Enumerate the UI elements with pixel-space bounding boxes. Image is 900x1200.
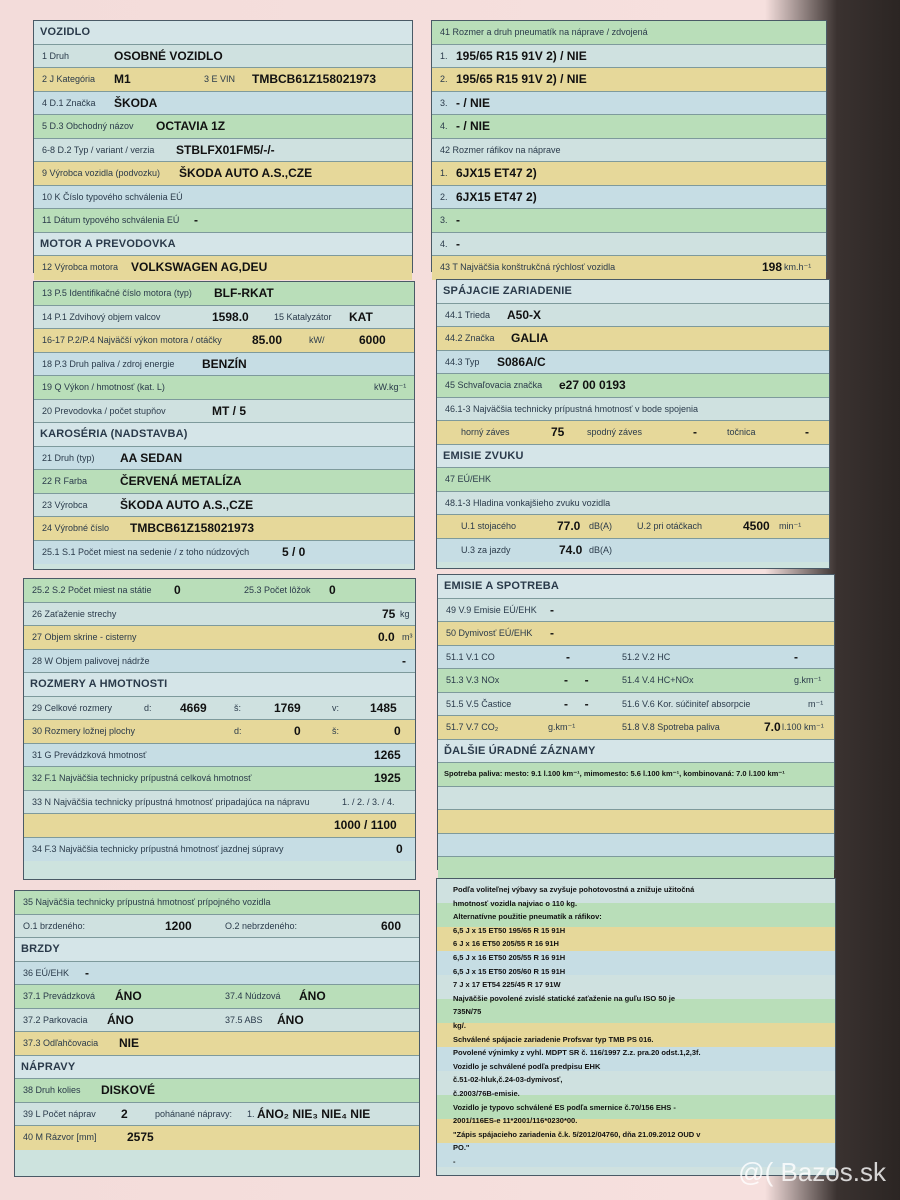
row-brzdy-eu: 36 EÚ/EHK - [15, 962, 419, 986]
row-pneu-1: 1. 195/65 R15 91V 2) / NIE [432, 45, 826, 69]
row-palivo: 18 P.3 Druh paliva / zdroj energie BENZÍN [34, 353, 414, 377]
note-line: 6 J x 16 ET50 205/55 R 16 91H [453, 939, 559, 949]
section-header: ROZMERY A HMOTNOSTI [24, 673, 415, 697]
row-zvuk-eu: 47 EÚ/EHK [437, 468, 829, 492]
row-lozna-plocha: 30 Rozmery ložnej plochy d: 0 š: 0 [24, 720, 415, 744]
motor-section [33, 281, 415, 570]
note-line: Vozidlo je typovo schválené ES podľa smernice č.70/156 EHS - [453, 1102, 676, 1112]
row-miesta-statie: 25.2 S.2 Počet miest na státie 0 25.3 Počet lôžok 0 [24, 579, 415, 603]
row-co2-spotreba: 51.7 V.7 CO₂ g.km⁻¹ 51.8 V.8 Spotreba paliva 7.0 l.100 km⁻¹ [438, 716, 834, 740]
watermark: @( Bazos.sk [738, 1157, 886, 1187]
row-prevadzkova: 37.1 Prevádzková ÁNO 37.4 Núdzová ÁNO [15, 985, 419, 1009]
note-line: Schválené spájacie zariadenie Profsvar typ TMB PS 016. [453, 1034, 654, 1044]
row-rafik-2: 2. 6JX15 ET47 2) [432, 186, 826, 210]
row-brzdene: O.1 brzdeného: 1200 O.2 nebrzdeného: 600 [15, 915, 419, 939]
row-emisie-eu: 49 V.9 Emisie EÚ/EHK - [438, 599, 834, 623]
row-pocet-miest: 25.1 S.1 Počet miest na sedenie / z toho núdzových 5 / 0 [34, 541, 414, 565]
row-rafiky-header: 42 Rozmer ráfikov na náprave [432, 139, 826, 163]
row-pneu-3: 3. - / NIE [432, 92, 826, 116]
row-kategoria: 2 J Kategória M1 3 E VIN TMBCB61Z158021973 [34, 68, 412, 92]
row-datum-schvalenia: 11 Dátum typového schválenia EÚ - [34, 209, 412, 233]
row-zavesy: horný záves 75 spodný záves - točnica - [437, 421, 829, 445]
row-dymivost: 50 Dymivosť EÚ/EHK - [438, 622, 834, 646]
row-nox: 51.3 V.3 NOx - - 51.4 V.4 HC+NOx g.km⁻¹ [438, 669, 834, 693]
notes-section [436, 878, 836, 1176]
row-schvalovacia-znacka: 45 Schvaľovacia značka e27 00 0193 [437, 374, 829, 398]
row-vykon-hmotnost: 19 Q Výkon / hmotnosť (kat. L) kW.kg⁻¹ [34, 376, 414, 400]
note-line: PO." [453, 1143, 470, 1153]
note-line: č.51-02-hluk,č.24-03-dymivosť, [453, 1075, 563, 1085]
row-obchodny-nazov: 5 D.3 Obchodný názov OCTAVIA 1Z [34, 115, 412, 139]
row-prevadzkova-hmotnost: 31 G Prevádzková hmotnosť 1265 [24, 744, 415, 768]
row-pneu-4: 4. - / NIE [432, 115, 826, 139]
row-typ-spajacieho: 44.3 Typ S086A/C [437, 351, 829, 375]
note-line: 2001/116ES-e 11*2001/116*0230*00. [453, 1116, 578, 1126]
row-druh-kolies: 38 Druh kolies DISKOVÉ [15, 1079, 419, 1103]
emisie-section [437, 574, 835, 870]
row-trieda: 44.1 Trieda A50-X [437, 304, 829, 328]
note-line: Alternatívne použitie pneumatík a ráfikov: [453, 912, 602, 922]
row-cislo-schvalenia: 10 K Číslo typového schválenia EÚ [34, 186, 412, 210]
row-co-hc: 51.1 V.1 CO - 51.2 V.2 HC - [438, 646, 834, 670]
row-typ: 6-8 D.2 Typ / variant / verzia STBLFX01FM5/-/- [34, 139, 412, 163]
row-celkove-rozmery: 29 Celkové rozmery d: 4669 š: 1769 v: 1485 [24, 697, 415, 721]
note-line: Povolené výnimky z vyhl. MDPT SR č. 116/1997 Z.z. pra.20 odst.1,2,3f. [453, 1048, 701, 1058]
row-objem-skrine: 27 Objem skrine - cisterny 0.0 m³ [24, 626, 415, 650]
note-line: 6,5 J x 15 ET50 205/60 R 15 91H [453, 966, 566, 976]
row-castice: 51.5 V.5 Častice - - 51.6 V.6 Kor. súčiniteľ absorpcie m⁻¹ [438, 693, 834, 717]
row-rafik-4: 4. - [432, 233, 826, 257]
section-header: EMISIE A SPOTREBA [438, 575, 834, 599]
note-line: "Zápis spájacieho zariadenia č.k. 5/2012/04760, dňa 21.09.2012 OUD v [453, 1129, 701, 1139]
row-rafik-1: 1. 6JX15 ET47 2) [432, 162, 826, 186]
row-spotreba-paliva: Spotreba paliva: mesto: 9.1 l.100 km⁻¹, mimomesto: 5.6 l.100 km⁻¹, kombinovaná: 7.0 l.100 km⁻¹ [438, 763, 834, 787]
vozidlo-section [33, 20, 413, 273]
row-hmotnost-naprava-values: 1000 / 1100 [24, 814, 415, 838]
row-celkova-hmotnost: 32 F.1 Najväčšia technicky prípustná celková hmotnosť 1925 [24, 767, 415, 791]
row-id-motora: 13 P.5 Identifikačné číslo motora (typ) BLF-RKAT [34, 282, 414, 306]
row-pocet-naprav: 39 L Počet náprav 2 pohánané nápravy: 1. ÁNO₂ NIE₃ NIE₄ NIE [15, 1103, 419, 1127]
note-line: 735N/75 [453, 1007, 482, 1017]
row-odlahcovacia: 37.3 Odľahčovacia NIE [15, 1032, 419, 1056]
row-farba: 22 R Farba ČERVENÁ METALÍZA [34, 470, 414, 494]
row-hmotnost-naprava: 33 N Najväčšia technicky prípustná hmotnosť pripadajúca na nápravu 1. / 2. / 3. / 4. [24, 791, 415, 815]
row-druh-karoserie: 21 Druh (typ) AA SEDAN [34, 447, 414, 471]
row-empty [438, 810, 834, 834]
note-line: 7 J x 17 ET54 225/45 R 17 91W [453, 980, 561, 990]
pneumatiky-section [431, 20, 827, 272]
row-za-jazdy: U.3 za jazdy 74.0 dB(A) [437, 539, 829, 563]
row-pneu-header: 41 Rozmer a druh pneumatík na náprave / zdvojená [432, 21, 826, 45]
row-druh: 1 Druh OSOBNÉ VOZIDLO [34, 45, 412, 69]
note-line: 6,5 J x 16 ET50 205/55 R 16 91H [453, 953, 566, 962]
row-empty [438, 857, 834, 881]
row-hmotnost-spojenia: 46.1-3 Najväčšia technicky prípustná hmotnosť v bode spojenia [437, 398, 829, 422]
section-header: ĎALŠIE ÚRADNÉ ZÁZNAMY [438, 740, 834, 764]
brzdy-napravy-section [14, 890, 420, 1177]
note-line: Najväčšie povolené zvislé statické zaťaženie na guľu ISO 50 je [453, 993, 675, 1003]
row-parkovacia: 37.2 Parkovacia ÁNO 37.5 ABS ÁNO [15, 1009, 419, 1033]
section-header: SPÁJACIE ZARIADENIE [437, 280, 829, 304]
row-stojaceho: U.1 stojacého 77.0 dB(A) U.2 pri otáčkach 4500 min⁻¹ [437, 515, 829, 539]
row-vykon: 16-17 P.2/P.4 Najväčší výkon motora / otáčky 85.00 kW/ 6000 [34, 329, 414, 353]
note-line: - [453, 1157, 456, 1166]
row-rafik-3: 3. - [432, 209, 826, 233]
row-razvor: 40 M Rázvor [mm] 2575 [15, 1126, 419, 1150]
row-pripojne-vozidlo: 35 Najväčšia technicky prípustná hmotnosť prípojného vozidla [15, 891, 419, 915]
section-header: MOTOR A PREVODOVKA [34, 233, 412, 257]
row-hladina-zvuku: 48.1-3 Hladina vonkajšieho zvuku vozidla [437, 492, 829, 516]
row-zatazenie-strechy: 26 Zaťaženie strechy 75 kg [24, 603, 415, 627]
section-header: NÁPRAVY [15, 1056, 419, 1080]
section-header: EMISIE ZVUKU [437, 445, 829, 469]
row-znacka-spajacieho: 44.2 Značka GALIA [437, 327, 829, 351]
note-line: 6,5 J x 15 ET50 195/65 R 15 91H [453, 925, 566, 935]
section-header: VOZIDLO [34, 21, 412, 45]
row-znacka: 4 D.1 Značka ŠKODA [34, 92, 412, 116]
row-prevodovka: 20 Prevodovka / počet stupňov MT / 5 [34, 400, 414, 424]
row-vyrobca-karoserie: 23 Výrobca ŠKODA AUTO A.S.,CZE [34, 494, 414, 518]
row-vyrobca: 9 Výrobca vozidla (podvozku) ŠKODA AUTO A.S.,CZE [34, 162, 412, 186]
section-header: KAROSÉRIA (NADSTAVBA) [34, 423, 414, 447]
note-line: kg/. [453, 1021, 466, 1030]
section-header: BRZDY [15, 938, 419, 962]
note-line: Vozidlo je schválené podľa predpisu EHK [453, 1061, 601, 1071]
row-jazdna-suprava: 34 F.3 Najväčšia technicky prípustná hmotnosť jazdnej súpravy 0 [24, 838, 415, 862]
note-line: č.2003/76B-emisie. [453, 1089, 520, 1098]
row-nadrz: 28 W Objem palivovej nádrže - [24, 650, 415, 674]
row-vyrobne-cislo: 24 Výrobné číslo TMBCB61Z158021973 [34, 517, 414, 541]
spajacie-section [436, 279, 830, 569]
note-line: hmotnosť vozidla najviac o 110 kg. [453, 898, 578, 908]
row-objem: 14 P.1 Zdvihový objem valcov 1598.0 15 Katalyzátor KAT [34, 306, 414, 330]
row-pneu-2: 2. 195/65 R15 91V 2) / NIE [432, 68, 826, 92]
row-empty [438, 787, 834, 811]
note-line: Podľa voliteľnej výbavy sa zvyšuje pohotovostná a znižuje užitočná [453, 885, 695, 894]
row-vyrobca-motora: 12 Výrobca motora VOLKSWAGEN AG,DEU [34, 256, 412, 280]
row-max-rychlost: 43 T Najväčšia konštrukčná rýchlosť vozidla 198 km.h⁻¹ [432, 256, 826, 280]
row-empty [438, 834, 834, 858]
rozmery-section [23, 578, 416, 880]
